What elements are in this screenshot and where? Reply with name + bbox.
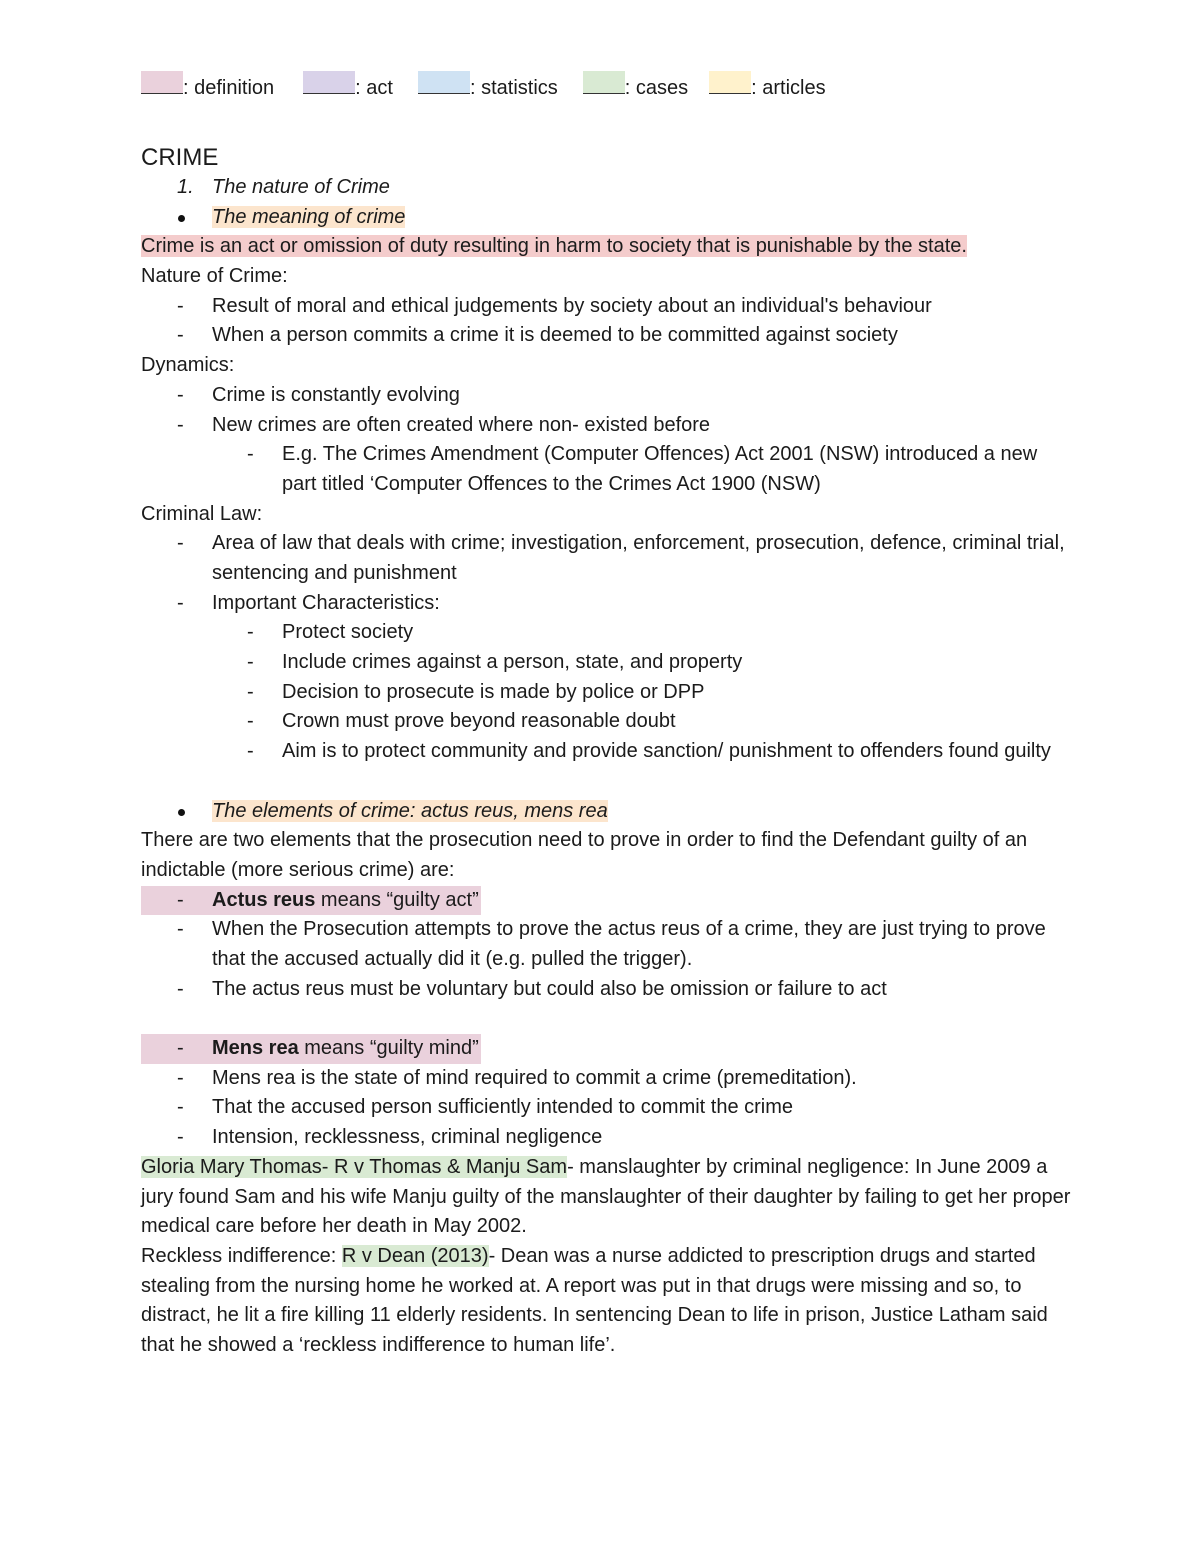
- legend-act: : act: [303, 71, 393, 100]
- legend-articles: : articles: [709, 71, 825, 100]
- document-body: [141, 143, 1071, 1361]
- list-item: - Crime is constantly evolving: [177, 383, 460, 406]
- bullet-icon: [178, 215, 185, 222]
- section-title: The nature of Crime: [212, 176, 390, 198]
- list-item: - When the Prosecution attempts to prove the actus reus of a crime, they are just trying to prove that the accused actually did it (e.g. pulled the trigger).: [177, 918, 1046, 970]
- case-name: R v Dean (2013): [341, 1244, 489, 1267]
- case-thomas-paragraph: Gloria Mary Thomas- R v Thomas & Manju Sam- manslaughter by criminal negligence: In June 2009 a jury found Sam and his wife Manju guilty of the manslaughter of their daughter by failing to get her proper medical care before her death in May 2002.: [141, 1155, 1071, 1238]
- cases-swatch: [583, 71, 625, 94]
- sub-list-item: - Include crimes against a person, state, and property: [247, 651, 743, 674]
- spacer: [141, 767, 1071, 797]
- legend-cases: : cases: [583, 71, 688, 100]
- subheading-meaning: The meaning of crime: [212, 205, 406, 228]
- criminal-law-label: Criminal Law:: [141, 502, 263, 525]
- spacer: [141, 1004, 1071, 1034]
- definition-swatch: [141, 71, 183, 94]
- list-item: - Result of moral and ethical judgements by society about an individual's behaviour: [177, 294, 932, 317]
- bullet-meaning-of-crime: [141, 203, 1071, 233]
- list-item: - New crimes are often created where non- existed before: [177, 413, 711, 436]
- crime-definition: Crime is an act or omission of duty resulting in harm to society that is punishable by the state.: [141, 235, 967, 258]
- dynamics-label: Dynamics:: [141, 354, 235, 377]
- section-heading: [141, 173, 1071, 203]
- list-item: - Area of law that deals with crime; investigation, enforcement, prosecution, defence, criminal trial, sentencing and punishment: [177, 532, 1065, 584]
- sub-list-item: - E.g. The Crimes Amendment (Computer Offences) Act 2001 (NSW) introduced a new part titled ‘Computer Offences to the Crimes Act 1900 (NSW): [247, 443, 1038, 495]
- page-title: CRIME: [141, 144, 219, 171]
- actus-reus-term: Actus reus: [212, 888, 316, 911]
- elements-intro: There are two elements that the prosecution need to prove in order to find the Defendant guilty of an indictable (more serious crime) are:: [141, 829, 1028, 881]
- subheading-elements: The elements of crime: actus reus, mens rea: [212, 799, 608, 822]
- list-item: - Mens rea is the state of mind required to commit a crime (premeditation).: [177, 1066, 857, 1089]
- list-item: - Intension, recklessness, criminal negligence: [177, 1126, 603, 1149]
- legend-statistics: : statistics: [418, 71, 558, 100]
- list-item: - Important Characteristics:: [177, 591, 440, 614]
- list-item: - When a person commits a crime it is deemed to be committed against society: [177, 324, 898, 347]
- legend-definition: : definition: [141, 71, 274, 100]
- definition-line: [141, 232, 1071, 262]
- actus-reus-definition: - Actus reus means “guilty act”: [141, 886, 1071, 916]
- act-swatch: [303, 71, 355, 94]
- sub-list-item: - Crown must prove beyond reasonable doubt: [247, 710, 676, 733]
- statistics-swatch: [418, 71, 470, 94]
- articles-swatch: [709, 71, 751, 94]
- mens-rea-term: Mens rea: [212, 1037, 299, 1060]
- list-item: - The actus reus must be voluntary but could also be omission or failure to act: [177, 977, 887, 1000]
- highlight-legend: [141, 72, 826, 98]
- nature-label: Nature of Crime:: [141, 265, 288, 288]
- bullet-icon: [178, 809, 185, 816]
- case-dean-paragraph: Reckless indifference: R v Dean (2013)- Dean was a nurse addicted to prescription drugs and started stealing from the nursing home he worked at. A report was put in that drugs were missing and so, to distract, he lit a fire killing 11 elderly residents. In sentencing Dean to life in prison, Justice Latham said that he showed a ‘reckless indifference to human life’.: [141, 1244, 1048, 1357]
- sub-list-item: - Protect society: [247, 621, 414, 644]
- mens-rea-definition: - Mens rea means “guilty mind”: [141, 1034, 1071, 1064]
- section-number: 1.: [177, 176, 194, 198]
- list-item: - That the accused person sufficiently intended to commit the crime: [177, 1096, 794, 1119]
- sub-list-item: - Decision to prosecute is made by police or DPP: [247, 680, 705, 703]
- sub-list-item: - Aim is to protect community and provide sanction/ punishment to offenders found guilty: [247, 740, 1051, 763]
- case-name: Gloria Mary Thomas- R v Thomas & Manju Sam: [141, 1155, 568, 1178]
- bullet-elements-of-crime: [141, 797, 1071, 827]
